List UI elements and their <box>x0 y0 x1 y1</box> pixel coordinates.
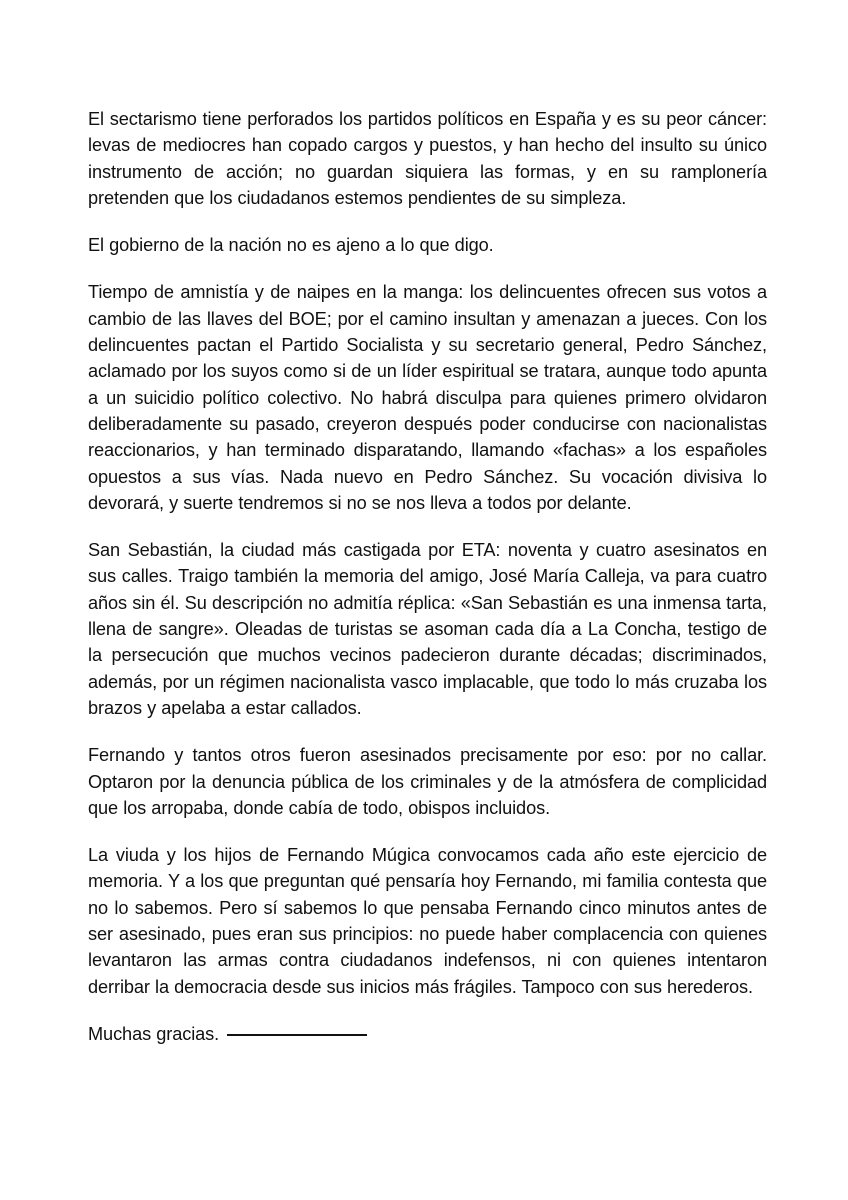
paragraph-sectarismo: El sectarismo tiene perforados los partidos políticos en España y es su peor cáncer: levas de mediocres han copado cargos y puestos, y han hecho del insulto su único instrumento de acción; no guardan siquiera las formas, y en su ramplonería pretenden que los ciudadanos estemos pendientes de su simpleza. <box>88 109 767 208</box>
paragraph-san-sebastian: San Sebastián, la ciudad más castigada por ETA: noventa y cuatro asesinatos en sus calles. Traigo también la memoria del amigo, José María Calleja, va para cuatro años sin él. Su descripción no admitía réplica: «San Sebastián es una inmensa tarta, llena de sangre». Oleadas de turistas se asoman cada día a La Concha, testigo de la persecución que muchos vecinos padecieron durante décadas; discriminados, además, por un régimen nacionalista vasco implacable, que todo lo más cruzaba los brazos y apelaba a estar callados. <box>88 540 767 718</box>
closing-text: Muchas gracias. <box>88 1023 220 1044</box>
document-page <box>88 106 767 1068</box>
paragraph-memoria: La viuda y los hijos de Fernando Múgica convocamos cada año este ejercicio de memoria. Y a los que preguntan qué pensaría hoy Fernando, mi familia contesta que no lo sabemos. Pero sí sabemos lo que pensaba Fernando cinco minutos antes de ser asesinado, pues eran sus principios: no puede haber complacencia con quienes levantaron las armas contra ciudadanos indefensos, ni con quienes intentaron derribar la democracia desde sus inicios más frágiles. Tampoco con sus herederos. <box>88 845 767 997</box>
paragraph-gobierno: El gobierno de la nación no es ajeno a lo que digo. <box>88 235 494 256</box>
paragraph-amnistia: Tiempo de amnistía y de naipes en la manga: los delincuentes ofrecen sus votos a cambio de las llaves del BOE; por el camino insultan y amenazan a jueces. Con los delincuentes pactan el Partido Socialista y su secretario general, Pedro Sánchez, aclamado por los suyos como si de un líder espiritual se tratara, aunque todo apunta a un suicidio político colectivo. No habrá disculpa para quienes primero olvidaron deliberadamente su pasado, creyeron después poder conducirse con nacionalistas reaccionarios, y han terminado disparatando, llamando «fachas» a los españoles opuestos a sus vías. Nada nuevo en Pedro Sánchez. Su vocación divisiva lo devorará, y suerte tendremos si no se nos lleva a todos por delante. <box>88 282 767 513</box>
paragraph-fernando: Fernando y tantos otros fueron asesinados precisamente por eso: por no callar. Optaron por la denuncia pública de los criminales y de la atmósfera de complicidad que los arropaba, donde cabía de todo, obispos incluidos. <box>88 745 767 818</box>
closing-line-container <box>88 1021 767 1047</box>
signature-rule <box>227 1034 367 1036</box>
